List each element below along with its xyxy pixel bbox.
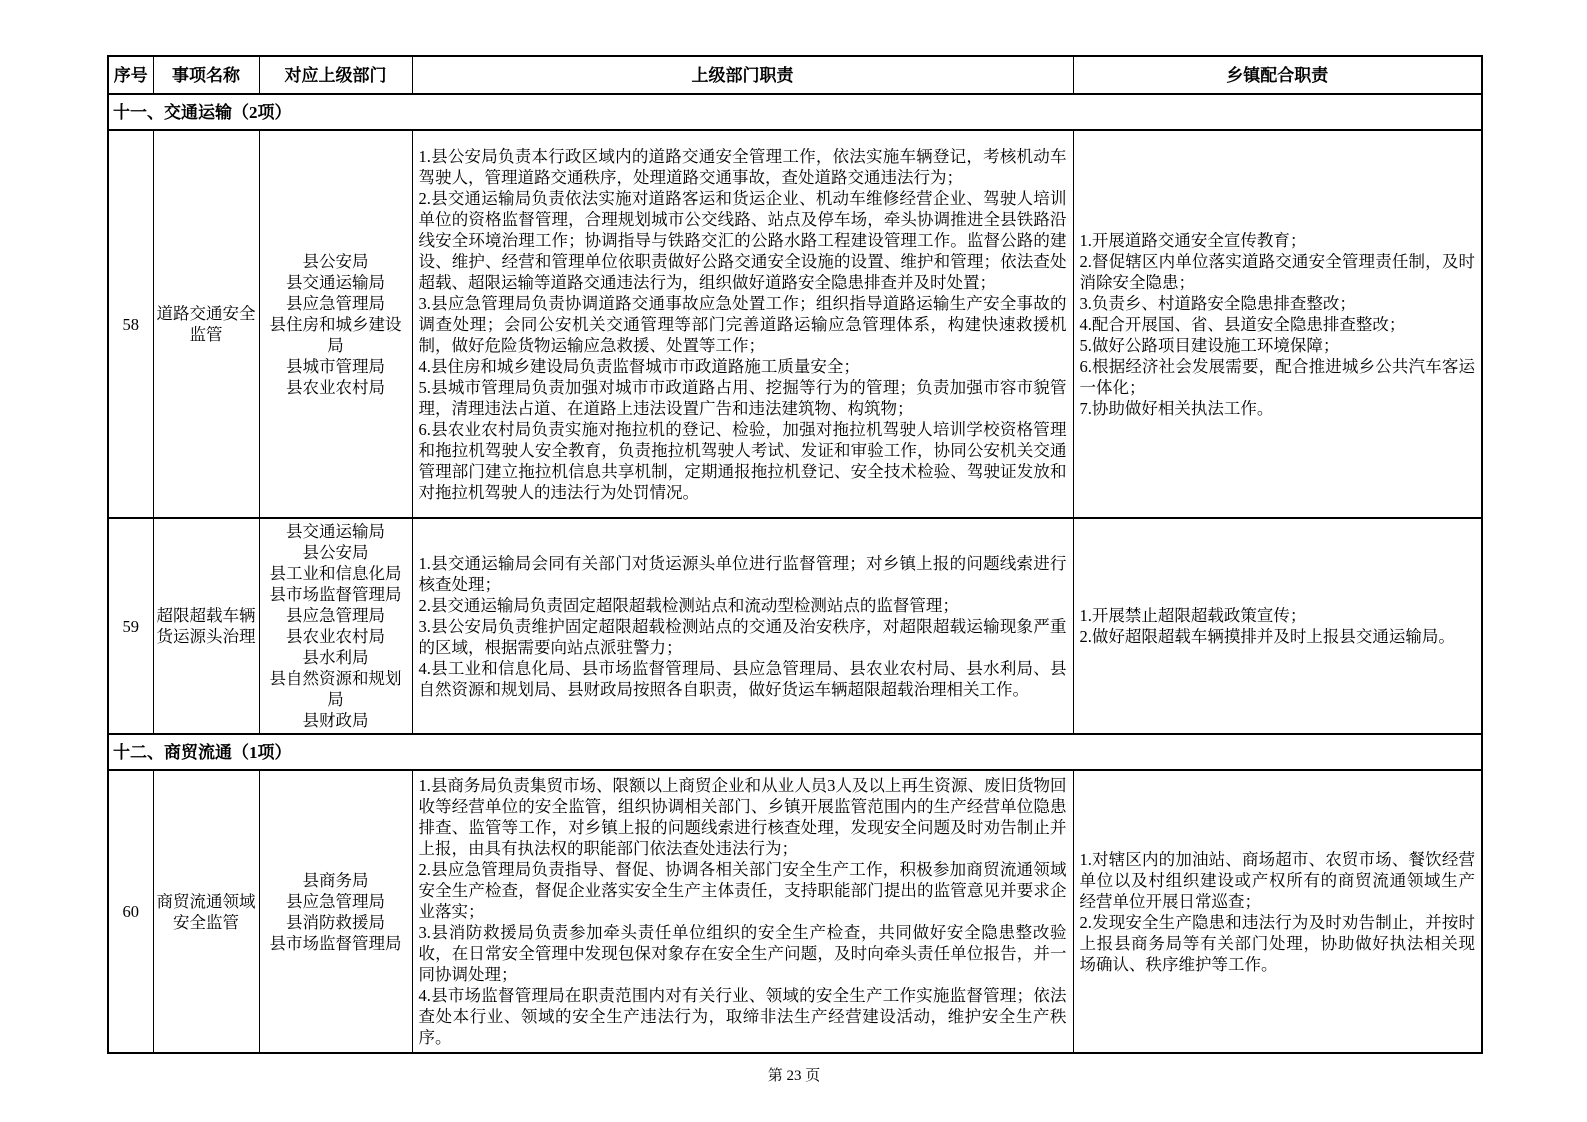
department-line: 县应急管理局 bbox=[286, 606, 385, 625]
column-header-item-name: 事项名称 bbox=[153, 56, 259, 94]
superior-duty-line: 1.县商务局负责集贸市场、限额以上商贸企业和从业人员3人及以上再生资源、废旧货物回收等经营单位的安全监管，组织协调相关部门、乡镇开展监管范围内的生产经营单位隐患排查、监管等工作，对乡镇上报的问题线索进行核查处理，发现安全问题及时劝告制止并上报，由具有执法权的职能部门依法查处违法行为； bbox=[418, 776, 1067, 858]
superior-duties-cell bbox=[412, 770, 1073, 1053]
department-line: 县城市管理局 bbox=[286, 356, 385, 376]
township-duty-line: 2.督促辖区内单位落实道路交通安全管理责任制，及时消除安全隐患； bbox=[1079, 251, 1475, 292]
departments-cell bbox=[259, 130, 412, 518]
department-line: 县应急管理局 bbox=[286, 891, 385, 911]
table-row bbox=[108, 130, 1482, 518]
superior-duty-line: 4.县住房和城乡建设局负责监督城市市政道路施工质量安全； bbox=[418, 356, 860, 376]
item-name-cell: 道路交通安全监管 bbox=[153, 130, 259, 518]
department-line: 县消防救援局 bbox=[286, 912, 385, 932]
department-line: 县工业和信息化局 bbox=[269, 564, 402, 583]
department-line: 县财政局 bbox=[302, 711, 369, 730]
department-line: 县公安局 bbox=[302, 543, 369, 562]
column-header-superior-duties: 上级部门职责 bbox=[412, 56, 1073, 94]
department-line: 县交通运输局 bbox=[286, 522, 385, 541]
superior-duty-line: 6.县农业农村局负责实施对拖拉机的登记、检验，加强对拖拉机驾驶人培训学校资格管理和拖拉机驾驶人安全教育，负责拖拉机驾驶人考试、发证和审验工作，协同公安机关交通管理部门建立拖拉机信息共享机制，定期通报拖拉机登记、安全技术检验、驾驶证发放和对拖拉机驾驶人的违法行为处罚情况。 bbox=[418, 419, 1067, 502]
township-duty-line: 1.开展禁止超限超载政策宣传； bbox=[1079, 606, 1307, 625]
departments-cell bbox=[259, 770, 412, 1053]
township-duty-line: 1.开展道路交通安全宣传教育； bbox=[1079, 230, 1307, 250]
superior-duty-line: 2.县应急管理局负责指导、督促、协调各相关部门安全生产工作，积极参加商贸流通领域安全生产检查，督促企业落实安全生产主体责任，支持职能部门提出的监管意见并要求企业落实； bbox=[418, 860, 1067, 921]
superior-duty-line: 4.县工业和信息化局、县市场监督管理局、县应急管理局、县农业农村局、县水利局、县自然资源和规划局、县财政局按照各自职责，做好货运车辆超限超载治理相关工作。 bbox=[418, 658, 1067, 699]
township-duty-line: 6.根据经济社会发展需要，配合推进城乡公共汽车客运一体化； bbox=[1079, 356, 1475, 397]
department-line: 县商务局 bbox=[302, 870, 369, 890]
department-line: 县市场监督管理局 bbox=[269, 933, 402, 953]
column-header-township-duties: 乡镇配合职责 bbox=[1073, 56, 1482, 94]
township-duty-line: 4.配合开展国、省、县道安全隐患排查整改； bbox=[1079, 314, 1406, 334]
section-row bbox=[108, 734, 1482, 770]
header-row bbox=[108, 56, 1482, 94]
department-line: 县住房和城乡建设局 bbox=[269, 314, 402, 355]
departments-cell bbox=[259, 518, 412, 734]
township-duty-line: 3.负责乡、村道路安全隐患排查整改； bbox=[1079, 293, 1356, 313]
superior-duty-line: 1.县公安局负责本行政区域内的道路交通安全管理工作，依法实施车辆登记，考核机动车驾驶人，管理道路交通秩序，处理道路交通事故，查处道路交通违法行为； bbox=[418, 146, 1067, 187]
superior-duties-cell bbox=[412, 518, 1073, 734]
township-duty-line: 2.做好超限超载车辆摸排并及时上报县交通运输局。 bbox=[1079, 627, 1455, 646]
superior-duty-line: 2.县交通运输局负责固定超限超载检测站点和流动型检测站点的监督管理； bbox=[418, 595, 959, 615]
department-line: 县公安局 bbox=[302, 251, 369, 271]
superior-duty-line: 1.县交通运输局会同有关部门对货运源头单位进行监督管理；对乡镇上报的问题线索进行核查处理； bbox=[418, 553, 1067, 594]
township-duty-line: 2.发现安全生产隐患和违法行为及时劝告制止，并按时上报县商务局等有关部门处理，协助做好执法相关现场确认、秩序维护等工作。 bbox=[1079, 912, 1475, 974]
department-line: 县水利局 bbox=[302, 648, 369, 667]
column-header-departments: 对应上级部门 bbox=[259, 56, 412, 94]
department-line: 县交通运输局 bbox=[286, 272, 385, 292]
superior-duty-line: 4.县市场监督管理局在职责范围内对有关行业、领域的安全生产工作实施监督管理；依法查处本行业、领域的安全生产违法行为，取缔非法生产经营建设活动，维护安全生产秩序。 bbox=[418, 986, 1067, 1047]
table-row bbox=[108, 518, 1482, 734]
page-number: 第 23 页 bbox=[767, 1068, 821, 1084]
township-duty-line: 7.协助做好相关执法工作。 bbox=[1079, 398, 1274, 418]
department-line: 县市场监督管理局 bbox=[269, 585, 402, 604]
township-duties-cell bbox=[1073, 770, 1482, 1053]
column-header-no: 序号 bbox=[108, 56, 153, 94]
responsibility-table bbox=[107, 55, 1483, 1054]
superior-duty-line: 2.县交通运输局负责依法实施对道路客运和货运企业、机动车维修经营企业、驾驶人培训单位的资格监督管理，合理规划城市公交线路、站点及停车场，牵头协调推进全县铁路沿线安全环境治理工作；协调指导与铁路交汇的公路水路工程建设管理工作。监督公路的建设、维护、经营和管理单位依职责做好公路交通安全设施的设置、维护和管理；依法查处超载、超限运输等道路交通违法行为，组织做好道路安全隐患排查并及时处置； bbox=[418, 188, 1067, 292]
section-title: 十二、商贸流通（1项） bbox=[108, 734, 1482, 770]
section-title: 十一、交通运输（2项） bbox=[108, 94, 1482, 130]
section-row bbox=[108, 94, 1482, 130]
item-name-cell: 超限超载车辆货运源头治理 bbox=[153, 518, 259, 734]
department-line: 县农业农村局 bbox=[286, 627, 385, 646]
superior-duty-line: 5.县城市管理局负责加强对城市市政道路占用、挖掘等行为的管理；负责加强市容市貌管理，清理违法占道、在道路上违法设置广告和违法建筑物、构筑物； bbox=[418, 377, 1067, 418]
table-body bbox=[108, 94, 1482, 1053]
superior-duties-cell bbox=[412, 130, 1073, 518]
township-duty-line: 5.做好公路项目建设施工环境保障； bbox=[1079, 335, 1340, 355]
township-duties-cell bbox=[1073, 130, 1482, 518]
department-line: 县农业农村局 bbox=[286, 377, 385, 397]
superior-duty-line: 3.县消防救援局负责参加牵头责任单位组织的安全生产检查，共同做好安全隐患整改验收，在日常安全管理中发现包保对象存在安全生产问题，及时向牵头责任单位报告，并一同协调处理； bbox=[418, 923, 1067, 984]
township-duties-cell bbox=[1073, 518, 1482, 734]
township-duty-line: 1.对辖区内的加油站、商场超市、农贸市场、餐饮经营单位以及村组织建设或产权所有的商贸流通领域生产经营单位开展日常巡查； bbox=[1079, 849, 1475, 911]
row-number-cell: 58 bbox=[108, 130, 153, 518]
row-number-cell: 60 bbox=[108, 770, 153, 1053]
superior-duty-line: 3.县应急管理局负责协调道路交通事故应急处置工作；组织指导道路运输生产安全事故的调查处理；会同公安机关交通管理等部门完善道路运输应急管理体系，构建快速救援机制，做好危险货物运输应急救援、处置等工作； bbox=[418, 293, 1067, 355]
department-line: 县自然资源和规划局 bbox=[269, 669, 402, 709]
superior-duty-line: 3.县公安局负责维护固定超限超载检测站点的交通及治安秩序，对超限超载运输现象严重的区域，根据需要向站点派驻警力； bbox=[418, 616, 1067, 657]
row-number-cell: 59 bbox=[108, 518, 153, 734]
department-line: 县应急管理局 bbox=[286, 293, 385, 313]
table-row bbox=[108, 770, 1482, 1053]
item-name-cell: 商贸流通领域安全监管 bbox=[153, 770, 259, 1053]
